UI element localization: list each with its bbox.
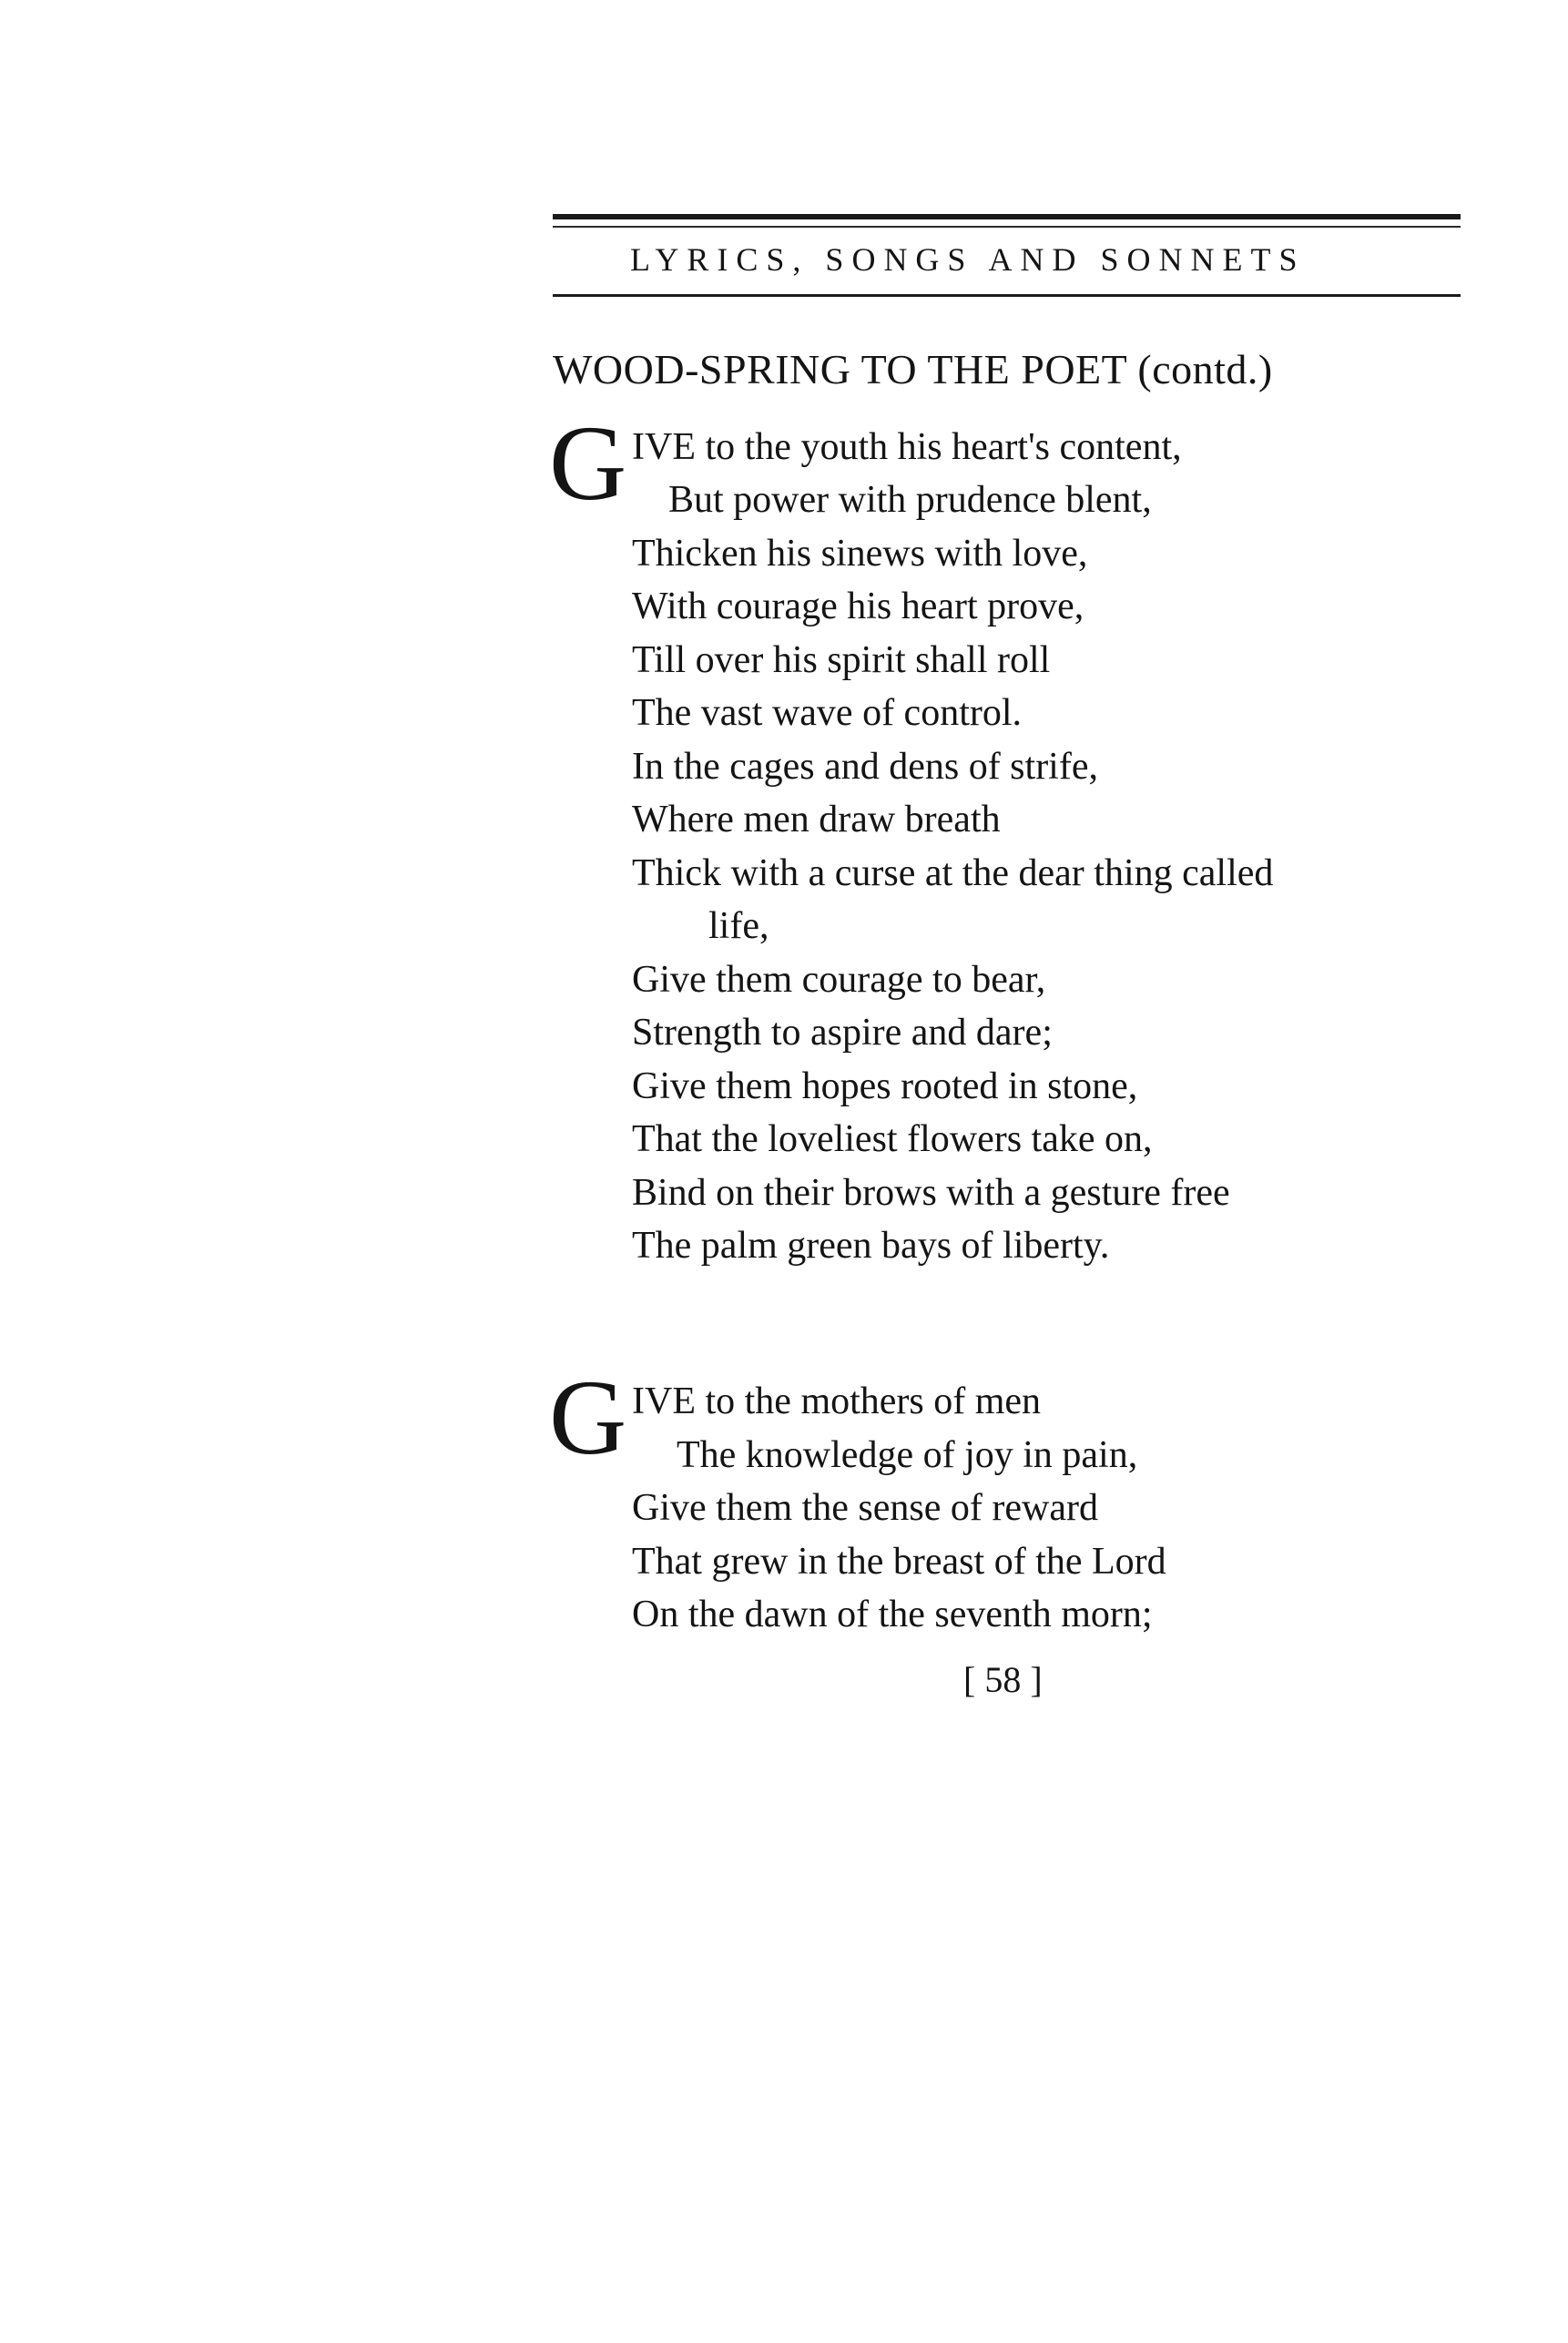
poem-line: That the loveliest flowers take on, xyxy=(632,1118,1153,1160)
poem-line: On the dawn of the seventh morn; xyxy=(632,1594,1153,1635)
running-head: LYRICS, SONGS AND SONNETS xyxy=(630,241,1306,278)
poem-line: Give them courage to bear, xyxy=(632,959,1046,1001)
poem-line: Where men draw breath xyxy=(632,799,1001,840)
poem-line: Thicken his sinews with love, xyxy=(632,533,1088,575)
poem-line: IVE to the youth his heart's content, xyxy=(632,426,1182,468)
poem-line: Give them hopes rooted in stone, xyxy=(632,1065,1138,1107)
header-rule-bottom xyxy=(553,294,1461,297)
poem-line: The vast wave of control. xyxy=(632,692,1023,734)
poem-line: Bind on their brows with a gesture free xyxy=(632,1172,1230,1214)
poem-line: The knowledge of joy in pain, xyxy=(677,1434,1138,1476)
poem-line: That grew in the breast of the Lord xyxy=(632,1541,1166,1583)
drop-cap: G xyxy=(549,1358,627,1477)
page-number: [ 58 ] xyxy=(963,1659,1043,1700)
poem-line: But power with prudence blent, xyxy=(668,479,1152,521)
poem-line: Thick with a curse at the dear thing called xyxy=(632,852,1274,894)
poem-line: IVE to the mothers of men xyxy=(632,1380,1042,1422)
header-rule-top xyxy=(553,214,1461,219)
drop-cap: G xyxy=(549,403,627,523)
poem-line: In the cages and dens of strife, xyxy=(632,746,1098,788)
poem-line: Give them the sense of reward xyxy=(632,1487,1098,1529)
header-rule-top-thin xyxy=(553,226,1461,228)
poem-line: Till over his spirit shall roll xyxy=(632,639,1051,681)
poem-title: WOOD-SPRING TO THE POET (contd.) xyxy=(553,346,1273,392)
poem-line: Strength to aspire and dare; xyxy=(632,1012,1053,1054)
poem-line: With courage his heart prove, xyxy=(632,586,1084,627)
poem-line-continuation: life, xyxy=(708,905,769,947)
poem-line: The palm green bays of liberty. xyxy=(632,1225,1110,1267)
